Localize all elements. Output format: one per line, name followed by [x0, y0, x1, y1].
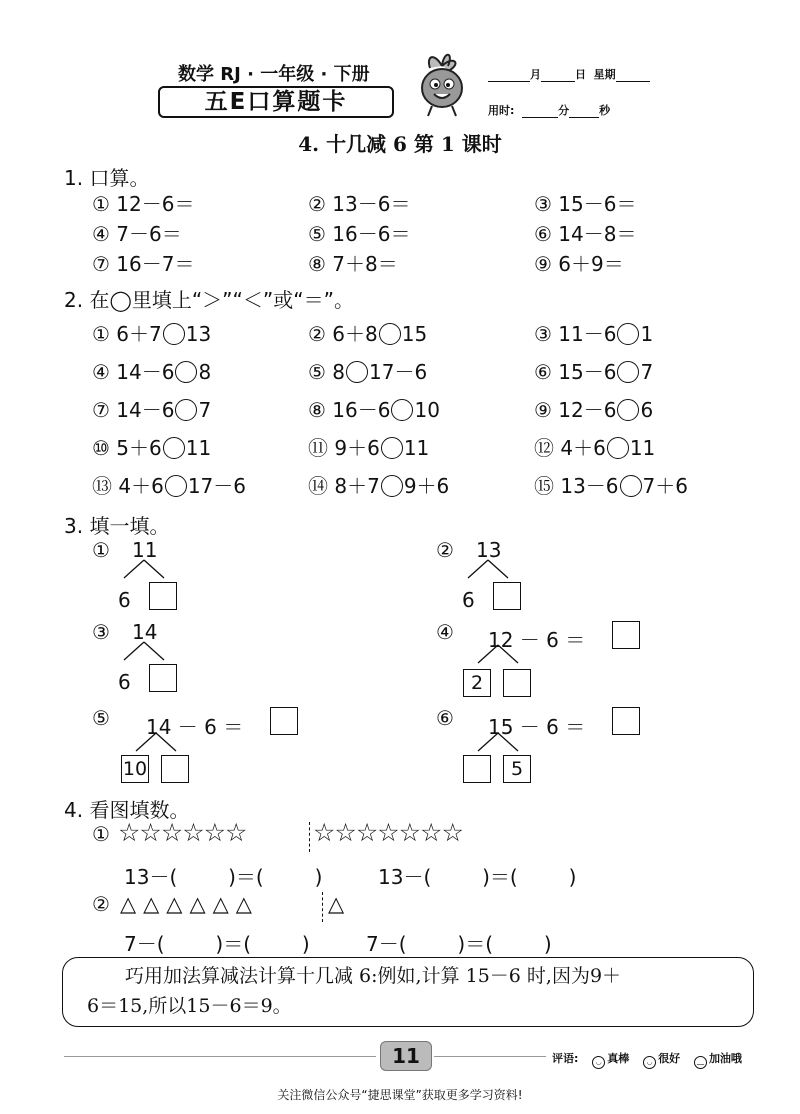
compare-item: ⑬ 4＋6 17－6 — [92, 474, 246, 498]
calc-item: ⑥ 14－8＝ — [534, 222, 637, 246]
lesson-title: 4. 十几减 6 第 1 课时 — [298, 132, 502, 156]
stars-right-icon: ☆☆☆☆☆☆☆ — [313, 818, 463, 847]
compare-circle[interactable] — [175, 399, 197, 421]
compare-item: ⑥ 15－6 7 — [534, 360, 654, 384]
compare-circle[interactable] — [617, 323, 639, 345]
book-logo: 五E口算题卡 — [158, 86, 394, 118]
bond-top: 11 — [132, 538, 158, 562]
bond-label: ① — [92, 538, 110, 562]
tip-line-2: 6＝15,所以15－6＝9。 — [87, 995, 292, 1017]
bond-label: ③ — [92, 620, 110, 644]
answer-box[interactable] — [149, 582, 177, 610]
bond-left: 6 — [118, 588, 131, 612]
bond-label: ④ — [436, 620, 454, 644]
weekday-blank[interactable] — [616, 69, 650, 82]
answer-box[interactable] — [503, 669, 531, 697]
bond-equation: 15 － 6 ＝ — [488, 715, 586, 739]
date-fields: 月 日 星期 — [488, 66, 650, 82]
compare-circle[interactable] — [617, 399, 639, 421]
bottom-note: 关注微信公众号“捷思课堂”获取更多学习资料! — [277, 1088, 523, 1102]
book-subtitle: 数学 RJ · 一年级 · 下册 — [178, 64, 370, 85]
calc-item: ② 13－6＝ — [308, 192, 411, 216]
smile-face-icon[interactable]: ◡ — [643, 1056, 656, 1069]
section1-row-1 — [0, 188, 800, 218]
section1-row-3 — [0, 248, 800, 278]
equation-blank[interactable]: 7－( )＝( ) — [124, 932, 310, 956]
compare-circle[interactable] — [163, 323, 185, 345]
bond-left-box: 10 — [121, 755, 149, 783]
compare-circle[interactable] — [165, 475, 187, 497]
bond-left: 6 — [462, 588, 475, 612]
second-blank[interactable] — [569, 105, 599, 118]
answer-box[interactable] — [161, 755, 189, 783]
bond-top: 14 — [132, 620, 158, 644]
compare-item: ② 6＋8 15 — [308, 322, 428, 346]
bond-right-box: 5 — [503, 755, 531, 783]
tip-line-1: 巧用加法算减法计算十几减 6:例如,计算 15－6 时,因为9＋ — [125, 965, 622, 987]
triangles-left-icon: △△△△△△ — [120, 892, 259, 916]
compare-item: ④ 14－6 8 — [92, 360, 212, 384]
compare-circle[interactable] — [381, 475, 403, 497]
calc-item: ① 12－6＝ — [92, 192, 195, 216]
calc-item: ⑨ 6＋9＝ — [534, 252, 624, 276]
stars-left-icon: ☆☆☆☆☆☆ — [118, 818, 247, 847]
bond-top: 13 — [476, 538, 502, 562]
equation-blank[interactable]: 7－( )＝( ) — [366, 932, 552, 956]
time-fields: 用时: 分 秒 — [488, 104, 611, 117]
bond-equation: 14 － 6 ＝ — [146, 715, 244, 739]
answer-box[interactable] — [612, 707, 640, 735]
section2-title: 2. 在◯里填上“＞”“＜”或“＝”。 — [64, 288, 354, 312]
equation-blank[interactable]: 13－( )＝( ) — [378, 865, 577, 889]
compare-circle[interactable] — [379, 323, 401, 345]
bond-label: ⑤ — [92, 706, 110, 730]
calc-item: ③ 15－6＝ — [534, 192, 637, 216]
minute-blank[interactable] — [522, 105, 558, 118]
divider-line — [309, 822, 310, 852]
compare-item: ⑧ 16－6 10 — [308, 398, 440, 422]
bond-left: 6 — [118, 670, 131, 694]
section4-title: 4. 看图填数。 — [64, 798, 190, 822]
compare-circle[interactable] — [163, 437, 185, 459]
answer-box[interactable] — [463, 755, 491, 783]
compare-item: ⑪ 9＋6 11 — [308, 436, 430, 460]
compare-circle[interactable] — [617, 361, 639, 383]
rating-row: 评语: ◡ 真棒 ◡ 很好 ﹏ 加油哦 — [552, 1050, 742, 1069]
compare-item: ⑤ 8 17－6 — [308, 360, 428, 384]
compare-item: ⑨ 12－6 6 — [534, 398, 654, 422]
picture-label: ① — [92, 822, 110, 846]
answer-box[interactable] — [149, 664, 177, 692]
happy-face-icon[interactable]: ◡ — [592, 1056, 605, 1069]
compare-circle[interactable] — [346, 361, 368, 383]
day-blank[interactable] — [541, 69, 575, 82]
tip-box — [62, 957, 754, 1027]
calc-item: ⑧ 7＋8＝ — [308, 252, 398, 276]
compare-item: ⑫ 4＋6 11 — [534, 436, 656, 460]
effort-face-icon[interactable]: ﹏ — [694, 1056, 707, 1069]
answer-box[interactable] — [270, 707, 298, 735]
compare-item: ③ 11－6 1 — [534, 322, 654, 346]
bond-left-box: 2 — [463, 669, 491, 697]
compare-circle[interactable] — [607, 437, 629, 459]
section3-title: 3. 填一填。 — [64, 514, 170, 538]
compare-circle[interactable] — [620, 475, 642, 497]
bond-label: ⑥ — [436, 706, 454, 730]
calc-item: ⑦ 16－7＝ — [92, 252, 195, 276]
compare-item: ⑮ 13－6 7＋6 — [534, 474, 688, 498]
calc-item: ⑤ 16－6＝ — [308, 222, 411, 246]
equation-blank[interactable]: 13－( )＝( ) — [124, 865, 323, 889]
compare-circle[interactable] — [391, 399, 413, 421]
divider-line — [322, 892, 323, 922]
radish-mascot-icon — [412, 48, 472, 120]
answer-box[interactable] — [612, 621, 640, 649]
compare-circle[interactable] — [175, 361, 197, 383]
compare-item: ⑦ 14－6 7 — [92, 398, 212, 422]
footer-line — [64, 1056, 376, 1057]
picture-label: ② — [92, 892, 110, 916]
section1-title: 1. 口算。 — [64, 166, 150, 190]
month-blank[interactable] — [488, 69, 530, 82]
compare-item: ⑩ 5＋6 11 — [92, 436, 212, 460]
page-number: 11 — [380, 1041, 432, 1071]
answer-box[interactable] — [493, 582, 521, 610]
compare-circle[interactable] — [381, 437, 403, 459]
footer-line — [434, 1056, 546, 1057]
calc-item: ④ 7－6＝ — [92, 222, 182, 246]
triangles-right-icon: △ — [328, 892, 352, 916]
bond-equation: 12 － 6 ＝ — [488, 628, 586, 652]
bond-label: ② — [436, 538, 454, 562]
compare-item: ① 6＋7 13 — [92, 322, 212, 346]
compare-item: ⑭ 8＋7 9＋6 — [308, 474, 450, 498]
section1-row-2 — [0, 218, 800, 248]
